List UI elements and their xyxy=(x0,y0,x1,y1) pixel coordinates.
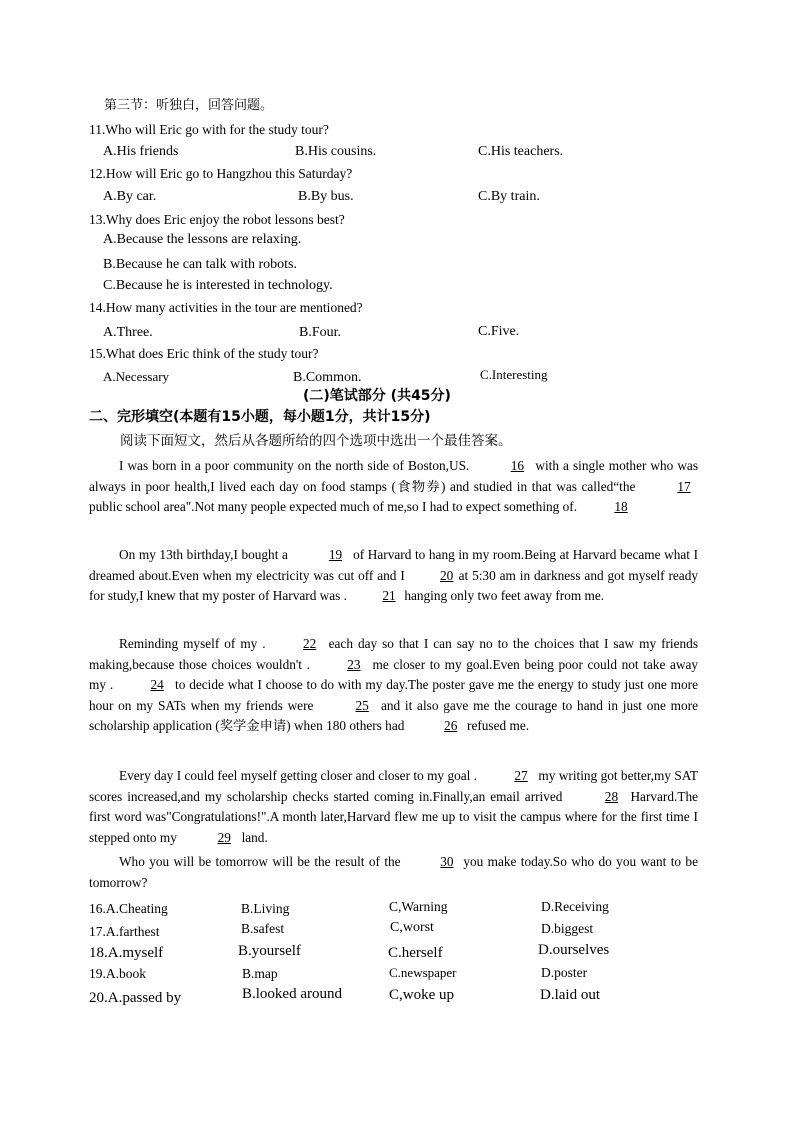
passage-paragraph-1 xyxy=(89,456,698,518)
blank-24: 24 xyxy=(150,677,164,692)
q17-option-b: B.safest xyxy=(241,921,285,936)
q14-option-a: A.Three. xyxy=(103,325,153,340)
passage-text: each day so that I can say no to the choices that I saw my friends making,because those choices wouldn't . xyxy=(89,636,698,672)
q11-option-c: C.His teachers. xyxy=(478,144,564,159)
q19-option-a: 19.A.book xyxy=(89,966,146,981)
q18-option-c: C.herself xyxy=(388,945,443,961)
blank-19: 19 xyxy=(328,547,343,562)
q19-option-b: B.map xyxy=(242,966,278,981)
section3-heading: 第三节：听独白，回答问题。 xyxy=(104,98,274,113)
cloze-heading: 二、完形填空(本题有15小题，每小题1分，共计15分) xyxy=(89,409,431,425)
q20-option-b: B.looked around xyxy=(242,986,342,1002)
q11-option-a: A.His friends xyxy=(103,144,179,159)
q13-option-b: B.Because he can talk with robots. xyxy=(103,257,298,272)
q16-option-b: B.Living xyxy=(241,901,290,916)
q20-option-a: 20.A.passed by xyxy=(89,990,182,1006)
q13-option-a: A.Because the lessons are relaxing. xyxy=(103,232,302,247)
blank-29: 29 xyxy=(217,829,231,845)
blank-30: 30 xyxy=(440,854,454,869)
blank-17: 17 xyxy=(677,478,691,494)
q12-option-a: A.By car. xyxy=(103,189,157,204)
blank-21: 21 xyxy=(382,588,396,603)
passage-text: On my 13th birthday,I bought a xyxy=(119,547,288,562)
passage-text: and it also gave me the courage to hand in just one more scholarship application (奖学金申请) when 180 others had xyxy=(89,697,698,733)
passage-paragraph-5 xyxy=(89,852,698,893)
q11-option-b: B.His cousins. xyxy=(295,144,377,159)
blank-16: 16 xyxy=(510,458,524,473)
passage-text: refused me. xyxy=(467,718,530,733)
passage-text: Who you will be tomorrow will be the result of the xyxy=(119,854,401,869)
q16-option-c: C,Warning xyxy=(389,899,448,914)
q16-option-d: D.Receiving xyxy=(541,899,609,914)
question-11: 11.Who will Eric go with for the study tour? xyxy=(89,122,329,137)
passage-text: hanging only two feet away from me. xyxy=(404,588,605,603)
q19-option-c: C.newspaper xyxy=(389,965,457,980)
question-12: 12.How will Eric go to Hangzhou this Saturday? xyxy=(89,166,353,181)
passage-text: to decide what I choose to do with my day.The poster gave me the energy to study just one more hour on my SATs when my friends were xyxy=(89,677,698,713)
q15-option-a: A.Necessary xyxy=(103,369,170,384)
passage-text: my writing got better,my SAT scores increased,and my scholarship checks started coming in.Finally,an email arrived xyxy=(89,768,698,804)
passage-text: public school area".Not many people expected much of me,so I had to expect something of. xyxy=(89,499,578,514)
blank-25: 25 xyxy=(355,697,369,713)
question-15: 15.What does Eric think of the study tour? xyxy=(89,346,319,361)
passage-text: Harvard.The first word was"Congratulations!".A month later,Harvard flew me up to visit the campus where for the first time I stepped onto my xyxy=(89,788,699,845)
q12-option-b: B.By bus. xyxy=(298,189,354,204)
q17-option-d: D.biggest xyxy=(541,921,594,936)
passage-paragraph-4 xyxy=(89,766,698,848)
q15-option-c: C.Interesting xyxy=(480,367,548,382)
passage-text: I was born in a poor community on the north side of Boston,US. xyxy=(119,458,470,473)
blank-18: 18 xyxy=(614,499,628,514)
q12-option-c: C.By train. xyxy=(478,189,540,204)
q18-option-b: B.yourself xyxy=(238,943,301,959)
passage-text: with a single mother who was always in poor health,I lived each day on food stamps (食物券) and studied in that was called“the xyxy=(89,458,699,494)
q13-option-c: C.Because he is interested in technology. xyxy=(103,278,333,293)
blank-27: 27 xyxy=(514,768,528,783)
passage-paragraph-2 xyxy=(89,545,698,607)
passage-text: you make today.So who do you want to be tomorrow? xyxy=(89,854,698,890)
q20-option-d: D.laid out xyxy=(540,987,600,1003)
q18-option-d: D.ourselves xyxy=(538,942,610,958)
passage-text: of Harvard to hang in my room.Being at Harvard became what I dreamed about.Even when my electricity was cut off and I xyxy=(89,547,699,583)
q17-option-c: C,worst xyxy=(390,920,434,935)
blank-20: 20 xyxy=(440,567,454,583)
q16-option-a: 16.A.Cheating xyxy=(89,901,168,916)
cloze-instruction: 阅读下面短文，然后从各题所给的四个选项中选出一个最佳答案。 xyxy=(120,433,512,449)
q19-option-d: D.poster xyxy=(541,965,588,980)
passage-text: Every day I could feel myself getting closer and closer to my goal . xyxy=(119,768,478,783)
question-14: 14.How many activities in the tour are mentioned? xyxy=(89,300,363,315)
passage-text: at 5:30 am in darkness and got myself ready for study,I knew that my poster of Harvard was . xyxy=(89,567,699,603)
passage-text: me closer to my goal.Even being poor could not take away my . xyxy=(89,656,699,692)
blank-26: 26 xyxy=(444,718,458,733)
q14-option-b: B.Four. xyxy=(299,325,342,340)
written-part-title: (二)笔试部分 (共45分) xyxy=(303,388,451,404)
q17-option-a: 17.A.farthest xyxy=(89,924,160,939)
q14-option-c: C.Five. xyxy=(478,324,520,339)
passage-paragraph-3 xyxy=(89,634,698,737)
q20-option-c: C,woke up xyxy=(389,987,454,1003)
blank-28: 28 xyxy=(604,788,619,804)
passage-text: land. xyxy=(241,829,268,845)
q18-option-a: 18.A.myself xyxy=(89,945,164,961)
blank-22: 22 xyxy=(302,636,317,651)
blank-23: 23 xyxy=(347,656,361,672)
passage-text: Reminding myself of my . xyxy=(119,636,266,651)
question-13: 13.Why does Eric enjoy the robot lessons best? xyxy=(89,212,345,227)
q15-option-b: B.Common. xyxy=(293,370,362,385)
